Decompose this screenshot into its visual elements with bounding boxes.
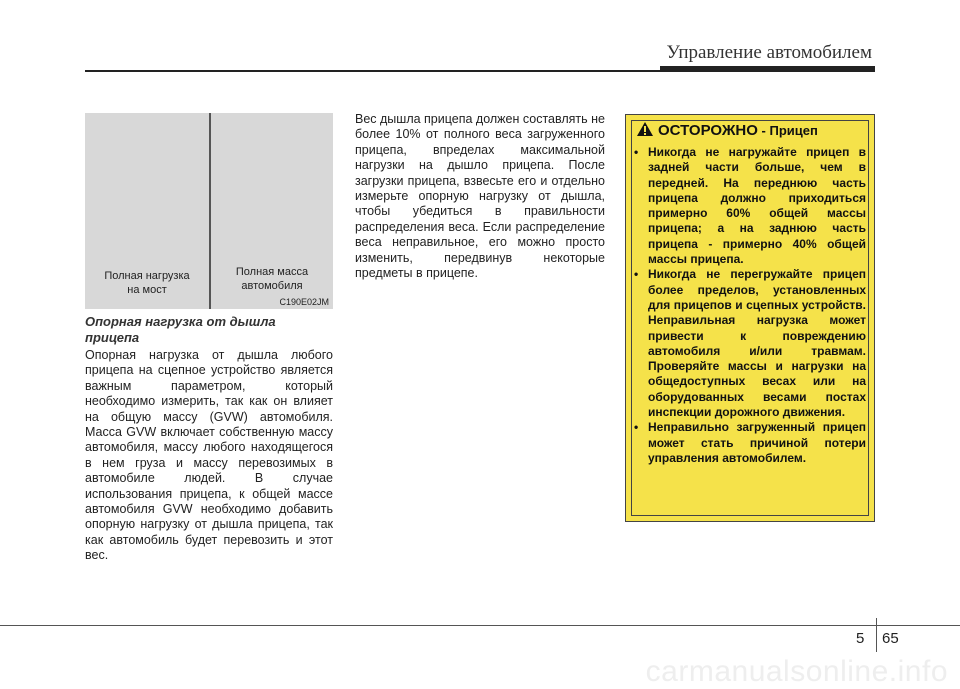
- tongue-weight-paragraph: Вес дышла прицепа должен составлять не более 10% от полного веса загруженного прицепа, впределах максимальной нагрузки на дышло прицепа. После загрузки прицепа, взвесьте его и отдельно измерьте опорную нагрузку от дышла, чтобы убедиться в правильности распределения веса. Если распределение веса неправильное, его можно просто изменить, передвинув некоторые предметы в прицепе.: [355, 112, 605, 281]
- page-number: 65: [882, 630, 899, 647]
- bullet-icon: •: [634, 267, 639, 282]
- warning-subtitle: - Прицеп: [757, 123, 818, 138]
- page-header-title: Управление автомобилем: [666, 42, 872, 63]
- warning-title: [636, 121, 818, 141]
- section-paragraph: Опорная нагрузка от дышла любого прицепа на сцепное устройство является важным параметром, который необходимо измерить, так как он влияет на общую массу (GVW) автомобиля. Масса GVW включает собственную массу автомобиля, массу любого находящегося в нем груза и массу перевозимых в автомобиле людей. В случае использования прицепа, к общей массе автомобиля GVW необходимо добавить опорную нагрузку от дышла прицепа, так как автомобиль будет перевозить и этот вес.: [85, 348, 333, 563]
- section-heading: Опорная нагрузка от дышла прицепа: [85, 314, 276, 345]
- figure-label-gross-weight-text: Полная масса автомобиля: [235, 266, 309, 292]
- warning-item: [634, 145, 866, 267]
- warning-item-text: Никогда не перегружайте прицеп более пределов, установленных для прицепов и сцепных устройств. Неправильная нагрузка может привести к повреждению автомобиля и/или травмам. Проверяйте массы и нагрузки на общедоступных весах или на оборудованных весами постах инспекции дорожного движения.: [648, 267, 866, 420]
- header-rule: [85, 70, 875, 72]
- warning-triangle-icon: [636, 121, 654, 141]
- watermark: carmanualsonline.info: [645, 655, 948, 688]
- warning-title-text: ОСТОРОЖНО: [658, 122, 758, 139]
- warning-item-text: Никогда не нагружайте прицеп в задней части больше, чем в передней. На переднюю часть прицепа должно приходиться примерно 60% общей массы прицепа; а на заднюю часть прицепа - примерно 40% общей массы прицепа.: [648, 145, 866, 267]
- figure-code: C190E02JM: [279, 297, 329, 307]
- warning-box: [625, 114, 875, 522]
- warning-item-text: Неправильно загруженный прицеп может стать причиной потери управления автомобилем.: [648, 420, 866, 465]
- chapter-number: 5: [856, 630, 865, 647]
- figure-label-axle-load-text: Полная нагрузка на мост: [104, 270, 190, 296]
- load-diagram-figure: [85, 113, 333, 309]
- footer-divider: [876, 618, 877, 652]
- footer-rule: [0, 625, 960, 626]
- column-2: [355, 112, 605, 281]
- column-1: [85, 314, 333, 564]
- bullet-icon: •: [634, 420, 639, 435]
- figure-label-gross-weight: [211, 265, 333, 293]
- warning-item: [634, 420, 866, 466]
- bullet-icon: •: [634, 145, 639, 159]
- warning-item: [634, 267, 866, 420]
- warning-list: [634, 145, 866, 466]
- figure-label-axle-load: [85, 269, 209, 297]
